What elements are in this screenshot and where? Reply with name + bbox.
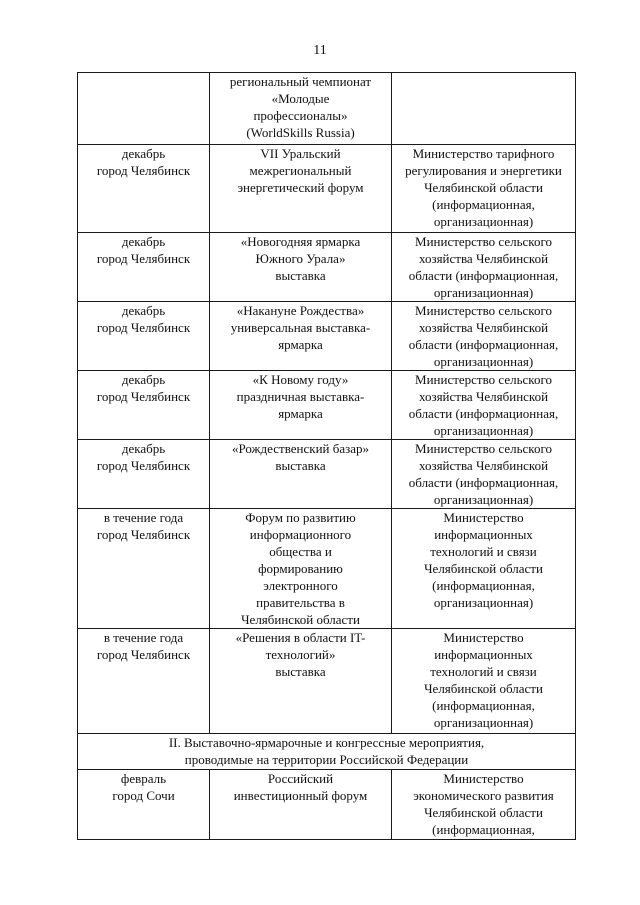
date-text: декабрь	[121, 372, 166, 387]
date-cell	[78, 302, 210, 371]
date-text: город Челябинск	[96, 458, 191, 473]
event-text: «Молодые	[271, 91, 330, 106]
page-number: 11	[313, 43, 327, 58]
organizer-text: информационных	[434, 527, 533, 542]
organizer-text: (информационная,	[432, 698, 535, 713]
organizer-text: Министерство	[443, 771, 524, 786]
event-text: Челябинской области	[241, 612, 360, 627]
date-cell	[78, 233, 210, 302]
event-cell	[210, 302, 392, 371]
date-cell	[78, 73, 210, 145]
date-text: в течение года	[103, 510, 184, 525]
event-text: Южного Урала»	[255, 251, 346, 266]
date-cell	[78, 145, 210, 233]
event-text: «Рождественский базар»	[231, 441, 370, 456]
organizer-text: области (информационная,	[408, 268, 559, 283]
organizer-text: (информационная,	[432, 578, 535, 593]
organizer-text: Министерство сельского	[415, 234, 552, 249]
event-text: электронного	[263, 578, 338, 593]
organizer-text: Челябинской области	[424, 180, 543, 195]
date-text: декабрь	[121, 441, 166, 456]
organizer-cell	[392, 629, 576, 734]
event-cell	[210, 440, 392, 509]
organizer-text: Челябинской области	[424, 681, 543, 696]
event-text: выставка	[275, 458, 326, 473]
date-text: город Челябинск	[96, 320, 191, 335]
date-text: город Челябинск	[96, 527, 191, 542]
section-heading-text: проводимые на территории Российской Федерации	[184, 752, 469, 767]
event-text: выставка	[275, 268, 326, 283]
event-cell	[210, 770, 392, 840]
organizer-text: технологий и связи	[430, 544, 537, 559]
date-cell	[78, 770, 210, 840]
organizer-cell	[392, 440, 576, 509]
date-cell	[78, 440, 210, 509]
organizer-text: Министерство	[443, 630, 524, 645]
date-text: город Челябинск	[96, 163, 191, 178]
table-row	[78, 770, 576, 840]
event-text: VII Уральский	[260, 146, 341, 161]
event-text: выставка	[275, 664, 326, 679]
event-cell	[210, 73, 392, 145]
table-row	[78, 145, 576, 233]
event-cell	[210, 145, 392, 233]
organizer-text: экономического развития	[413, 788, 554, 803]
table-row	[78, 371, 576, 440]
date-cell	[78, 371, 210, 440]
organizer-text: (информационная,	[432, 197, 535, 212]
organizer-cell	[392, 233, 576, 302]
event-text: ярмарка	[278, 406, 323, 421]
organizer-text: технологий и связи	[430, 664, 537, 679]
organizer-text: Министерство сельского	[415, 372, 552, 387]
organizer-text: информационных	[434, 647, 533, 662]
organizer-text: Министерство сельского	[415, 303, 552, 318]
organizer-text: области (информационная,	[408, 475, 559, 490]
event-text: общества и	[269, 544, 332, 559]
event-text: «К Новому году»	[252, 372, 349, 387]
organizer-text: Челябинской области	[424, 561, 543, 576]
date-text: декабрь	[121, 146, 166, 161]
organizer-text: организационная)	[433, 354, 534, 369]
event-text: «Новогодняя ярмарка	[240, 234, 361, 249]
organizer-text: Министерство сельского	[415, 441, 552, 456]
organizer-text: организационная)	[433, 285, 534, 300]
organizer-text: Министерство	[443, 510, 524, 525]
organizer-text: организационная)	[433, 214, 534, 229]
organizer-cell	[392, 509, 576, 629]
organizer-text: хозяйства Челябинской	[418, 389, 549, 404]
event-text: региональный чемпионат	[229, 74, 372, 89]
event-cell	[210, 371, 392, 440]
event-text: технологий»	[265, 647, 336, 662]
event-text: «Накануне Рождества»	[236, 303, 365, 318]
event-text: правительства в	[256, 595, 345, 610]
organizer-text: области (информационная,	[408, 337, 559, 352]
date-text: город Челябинск	[96, 389, 191, 404]
event-cell	[210, 233, 392, 302]
event-text: профессионалы»	[253, 108, 348, 123]
organizer-cell	[392, 371, 576, 440]
date-text: февраль	[120, 771, 167, 786]
date-text: декабрь	[121, 234, 166, 249]
table-row	[78, 302, 576, 371]
organizer-text: Министерство тарифного	[412, 146, 555, 161]
organizer-cell	[392, 770, 576, 840]
event-text: формированию	[258, 561, 343, 576]
organizer-text: организационная)	[433, 492, 534, 507]
date-text: декабрь	[121, 303, 166, 318]
organizer-text: хозяйства Челябинской	[418, 251, 549, 266]
date-text: в течение года	[103, 630, 184, 645]
event-text: Форум по развитию	[245, 510, 356, 525]
date-text: город Челябинск	[96, 251, 191, 266]
section-heading-text: II. Выставочно-ярмарочные и конгрессные мероприятия,	[168, 735, 485, 750]
event-text: (WorldSkills Russia)	[246, 125, 355, 140]
section-heading	[78, 734, 576, 770]
table-row	[78, 73, 576, 145]
organizer-text: хозяйства Челябинской	[418, 320, 549, 335]
organizer-text: организационная)	[433, 423, 534, 438]
organizer-text: (информационная,	[432, 822, 535, 837]
date-cell	[78, 629, 210, 734]
event-cell	[210, 629, 392, 734]
organizer-text: организационная)	[433, 595, 534, 610]
event-text: инвестиционный форум	[233, 788, 368, 803]
organizer-text: области (информационная,	[408, 406, 559, 421]
event-cell	[210, 509, 392, 629]
organizer-text: Челябинской области	[424, 805, 543, 820]
table-row	[78, 509, 576, 629]
organizer-text: хозяйства Челябинской	[418, 458, 549, 473]
date-text: город Челябинск	[96, 647, 191, 662]
organizer-cell	[392, 302, 576, 371]
date-cell	[78, 509, 210, 629]
event-text: праздничная выставка-	[236, 389, 365, 404]
event-text: энергетический форум	[237, 180, 364, 195]
table-row	[78, 233, 576, 302]
event-text: ярмарка	[278, 337, 323, 352]
table-row	[78, 440, 576, 509]
table-row	[78, 629, 576, 734]
event-text: универсальная выставка-	[230, 320, 371, 335]
date-text: город Сочи	[112, 788, 175, 803]
organizer-cell	[392, 73, 576, 145]
event-text: Российский	[267, 771, 334, 786]
section-heading-row	[78, 734, 576, 770]
event-text: «Решения в области IT-	[235, 630, 366, 645]
event-text: межрегиональный	[249, 163, 352, 178]
organizer-text: организационная)	[433, 715, 534, 730]
organizer-text: регулирования и энергетики	[405, 163, 562, 178]
events-table	[77, 72, 576, 840]
event-text: информационного	[249, 527, 352, 542]
organizer-cell	[392, 145, 576, 233]
